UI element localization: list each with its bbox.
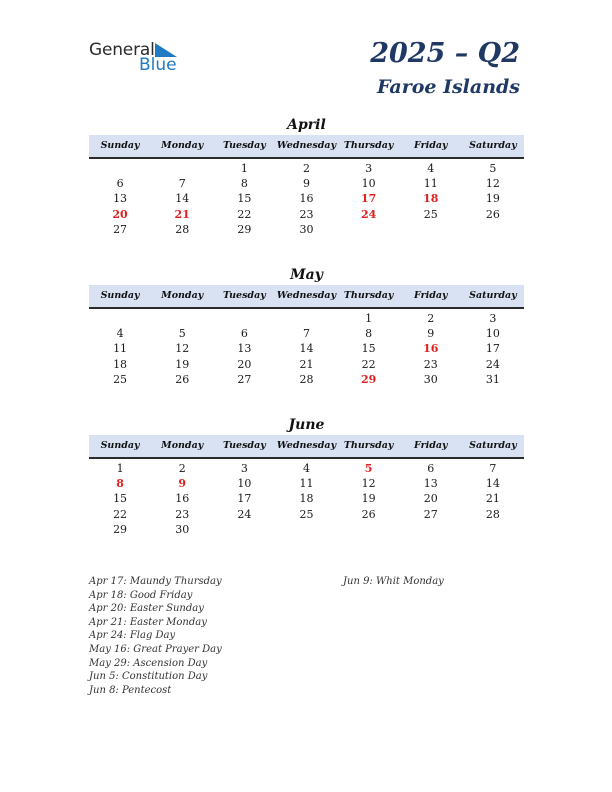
day-cell: 4	[116, 327, 124, 341]
weekday-saturday: Saturday	[469, 440, 517, 451]
day-cell: 11	[113, 342, 128, 356]
holiday-note: May 16: Great Prayer Day	[89, 643, 222, 655]
day-cell: 30	[299, 222, 314, 236]
day-cell: 25	[423, 207, 438, 221]
day-cell: 2	[178, 462, 186, 475]
week-row	[89, 461, 524, 476]
day-cell: 15	[113, 492, 128, 506]
week-row	[89, 522, 524, 537]
weekday-tuesday: Tuesday	[222, 290, 266, 301]
day-cell: 10	[485, 327, 500, 341]
day-cell: 27	[423, 507, 438, 521]
week-row	[89, 507, 524, 522]
day-cell	[213, 311, 275, 326]
weekday-monday: Monday	[161, 440, 204, 451]
day-cell: 28	[299, 372, 314, 386]
weekday-wednesday: Wednesday	[276, 440, 337, 451]
holiday-list-right	[343, 575, 444, 589]
weekday-sunday: Sunday	[100, 440, 140, 451]
holiday-note: May 29: Ascension Day	[89, 657, 208, 669]
holiday-day-cell: 24	[360, 207, 377, 221]
logo-word-general: General	[89, 40, 155, 60]
day-cell: 4	[427, 162, 435, 175]
weekday-saturday: Saturday	[469, 140, 517, 151]
week-row	[89, 161, 524, 176]
weekday-monday: Monday	[161, 140, 204, 151]
day-cell: 16	[175, 492, 190, 506]
day-cell: 20	[237, 357, 252, 371]
weekday-thursday: Thursday	[343, 140, 394, 151]
day-cell	[462, 522, 524, 537]
day-cell: 14	[299, 342, 314, 356]
month-april	[89, 115, 524, 237]
day-cell: 24	[485, 357, 500, 371]
logo	[89, 40, 189, 76]
day-cell: 5	[178, 327, 186, 341]
holiday-note: Apr 24: Flag Day	[89, 630, 176, 642]
day-cell: 5	[489, 162, 497, 175]
weekday-friday: Friday	[414, 440, 448, 451]
weekday-thursday: Thursday	[343, 440, 394, 451]
day-cell: 15	[361, 342, 376, 356]
month-may	[89, 265, 524, 387]
day-cell	[275, 522, 337, 537]
day-cell: 3	[240, 462, 248, 475]
page-title: 2025 – Q2	[370, 38, 520, 69]
day-cell	[400, 222, 462, 237]
month-title: May	[290, 267, 323, 283]
day-cell	[400, 522, 462, 537]
day-cell: 4	[302, 462, 310, 475]
day-cell: 17	[237, 492, 252, 506]
day-cell	[213, 522, 275, 537]
day-cell: 2	[427, 312, 435, 325]
month-june	[89, 415, 524, 537]
weekday-header	[89, 285, 524, 309]
day-cell: 12	[485, 177, 500, 191]
day-cell: 10	[361, 177, 376, 191]
day-cell	[338, 222, 400, 237]
day-cell: 14	[175, 192, 190, 206]
day-cell: 16	[299, 192, 314, 206]
day-cell: 21	[485, 492, 500, 506]
day-cell: 29	[113, 522, 128, 536]
day-cell: 26	[361, 507, 376, 521]
day-cell: 19	[361, 492, 376, 506]
day-cell: 8	[365, 327, 373, 341]
weekday-friday: Friday	[414, 140, 448, 151]
week-row	[89, 326, 524, 341]
day-cell: 24	[237, 507, 252, 521]
day-cell	[151, 311, 213, 326]
day-cell: 8	[240, 177, 248, 191]
day-cell	[275, 311, 337, 326]
day-cell: 12	[361, 477, 376, 491]
day-cell: 19	[175, 357, 190, 371]
day-cell: 9	[302, 177, 310, 191]
day-cell: 26	[175, 372, 190, 386]
day-cell: 26	[485, 207, 500, 221]
week-row	[89, 372, 524, 387]
month-title: April	[287, 117, 326, 133]
holiday-note: Jun 5: Constitution Day	[89, 671, 208, 683]
holiday-note: Apr 21: Easter Monday	[89, 616, 207, 628]
week-row	[89, 357, 524, 372]
day-cell: 19	[485, 192, 500, 206]
day-cell: 13	[423, 477, 438, 491]
day-cell: 22	[361, 357, 376, 371]
day-cell: 31	[485, 372, 500, 386]
weekday-sunday: Sunday	[100, 140, 140, 151]
weekday-monday: Monday	[161, 290, 204, 301]
day-cell: 3	[365, 162, 373, 175]
logo-word-blue: Blue	[139, 55, 177, 75]
day-cell: 28	[485, 507, 500, 521]
week-row	[89, 341, 524, 356]
day-cell: 28	[175, 222, 190, 236]
day-cell: 14	[485, 477, 500, 491]
week-row	[89, 491, 524, 506]
holiday-note: Jun 9: Whit Monday	[343, 576, 444, 587]
day-cell: 22	[113, 507, 128, 521]
day-cell: 30	[423, 372, 438, 386]
day-cell: 7	[302, 327, 310, 341]
weekday-saturday: Saturday	[469, 290, 517, 301]
holiday-day-cell: 21	[174, 207, 190, 221]
holiday-day-cell: 5	[364, 462, 373, 475]
day-cell: 12	[175, 342, 190, 356]
weekday-sunday: Sunday	[100, 290, 140, 301]
day-cell: 25	[299, 507, 314, 521]
weekday-tuesday: Tuesday	[222, 140, 266, 151]
week-row	[89, 476, 524, 491]
day-cell: 3	[489, 312, 497, 325]
day-cell: 6	[427, 462, 435, 475]
day-cell	[338, 522, 400, 537]
day-cell: 22	[237, 207, 252, 221]
holiday-day-cell: 18	[423, 192, 439, 206]
day-cell: 30	[175, 522, 190, 536]
day-cell: 18	[113, 357, 128, 371]
day-cell: 20	[423, 492, 438, 506]
day-cell	[462, 222, 524, 237]
day-cell: 17	[485, 342, 500, 356]
day-cell	[89, 161, 151, 176]
day-cell: 11	[299, 477, 314, 491]
day-cell: 23	[175, 507, 190, 521]
day-cell: 1	[365, 312, 373, 325]
day-cell: 11	[423, 177, 438, 191]
week-row	[89, 311, 524, 326]
holiday-note: Apr 17: Maundy Thursday	[89, 576, 222, 587]
day-cell: 7	[178, 177, 186, 191]
day-cell: 2	[302, 162, 310, 175]
day-cell: 27	[237, 372, 252, 386]
day-cell: 6	[116, 177, 124, 191]
day-cell: 13	[113, 192, 128, 206]
holiday-day-cell: 20	[112, 207, 128, 221]
day-cell: 13	[237, 342, 252, 356]
week-row	[89, 207, 524, 222]
holiday-day-cell: 9	[178, 477, 187, 491]
day-cell: 18	[299, 492, 314, 506]
day-cell: 23	[423, 357, 438, 371]
holiday-list-left	[89, 575, 222, 697]
day-cell: 23	[299, 207, 314, 221]
weekday-header	[89, 435, 524, 459]
day-cell: 21	[299, 357, 314, 371]
holiday-note: Jun 8: Pentecost	[89, 684, 172, 696]
holiday-note: Apr 20: Easter Sunday	[89, 603, 204, 615]
day-cell: 9	[427, 327, 435, 341]
day-cell: 15	[237, 192, 252, 206]
day-cell	[89, 311, 151, 326]
holiday-day-cell: 16	[423, 342, 439, 356]
day-cell: 6	[240, 327, 248, 341]
weekday-tuesday: Tuesday	[222, 440, 266, 451]
weekday-header	[89, 135, 524, 159]
day-cell: 7	[489, 462, 497, 475]
weekday-friday: Friday	[414, 290, 448, 301]
holiday-day-cell: 8	[116, 477, 124, 491]
month-title: June	[288, 417, 325, 433]
weekday-wednesday: Wednesday	[276, 140, 337, 151]
day-cell: 27	[113, 222, 128, 236]
page-subtitle: Faroe Islands	[376, 76, 520, 98]
holiday-day-cell: 17	[360, 192, 377, 206]
day-cell: 1	[240, 162, 248, 175]
day-cell: 29	[237, 222, 252, 236]
day-cell: 25	[113, 372, 128, 386]
week-row	[89, 222, 524, 237]
day-cell: 10	[237, 477, 252, 491]
weekday-thursday: Thursday	[343, 290, 394, 301]
day-cell: 1	[116, 462, 124, 475]
day-cell	[151, 161, 213, 176]
weekday-wednesday: Wednesday	[276, 290, 337, 301]
holiday-day-cell: 29	[360, 372, 377, 386]
holiday-note: Apr 18: Good Friday	[89, 589, 193, 601]
week-row	[89, 191, 524, 206]
week-row	[89, 176, 524, 191]
